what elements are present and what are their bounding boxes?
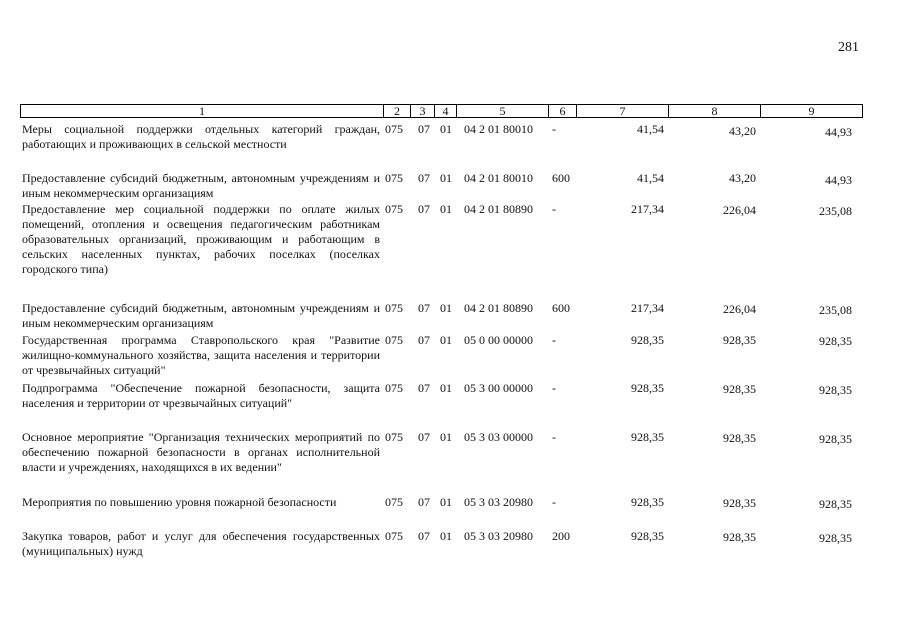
row-col-2: 075 xyxy=(385,122,403,136)
row-col-9: 235,08 xyxy=(819,204,852,218)
header-col-6: 6 xyxy=(548,104,576,118)
row-description: Предоставление мер социальной поддержки по оплате жилых помещений, отопления и освещения педагогическим работникам образовательных организаций, проживающим и работающим в сельских населенных пунктах, рабочих поселках (поселках городского типа) xyxy=(22,202,380,276)
row-col-4: 01 xyxy=(440,301,452,315)
row-col-2: 075 xyxy=(385,495,403,509)
row-col-5: 04 2 01 80890 xyxy=(464,202,533,216)
row-col-2: 075 xyxy=(385,333,403,347)
row-col-2: 075 xyxy=(385,529,403,543)
row-col-9: 928,35 xyxy=(819,531,852,545)
row-col-8: 226,04 xyxy=(723,203,756,217)
row-col-4: 01 xyxy=(440,202,452,216)
row-col-8: 928,35 xyxy=(723,333,756,347)
row-col-3: 07 xyxy=(418,430,430,444)
row-col-2: 075 xyxy=(385,381,403,395)
row-col-4: 01 xyxy=(440,430,452,444)
row-col-8: 928,35 xyxy=(723,382,756,396)
header-col-5: 5 xyxy=(456,104,548,118)
row-col-5: 04 2 01 80010 xyxy=(464,171,533,185)
row-col-7: 928,35 xyxy=(631,381,664,395)
row-col-8: 43,20 xyxy=(729,171,756,185)
row-description: Государственная программа Ставропольского края "Развитие жилищно-коммунального хозяйства, защита населения и территории от чрезвычайных ситуаций" xyxy=(22,333,380,377)
row-col-6: - xyxy=(552,122,556,136)
row-col-4: 01 xyxy=(440,381,452,395)
row-col-3: 07 xyxy=(418,171,430,185)
row-description: Меры социальной поддержки отдельных категорий граждан, работающих и проживающих в сельской местности xyxy=(22,122,380,151)
row-col-2: 075 xyxy=(385,171,403,185)
row-col-5: 05 3 03 20980 xyxy=(464,495,533,509)
row-col-7: 41,54 xyxy=(637,122,664,136)
row-col-7: 928,35 xyxy=(631,430,664,444)
header-col-1: 1 xyxy=(20,104,383,118)
row-col-8: 928,35 xyxy=(723,496,756,510)
row-col-9: 928,35 xyxy=(819,497,852,511)
row-col-7: 41,54 xyxy=(637,171,664,185)
row-col-8: 928,35 xyxy=(723,431,756,445)
row-col-6: - xyxy=(552,495,556,509)
row-col-8: 928,35 xyxy=(723,530,756,544)
header-col-7: 7 xyxy=(576,104,668,118)
row-col-9: 44,93 xyxy=(825,173,852,187)
row-col-7: 217,34 xyxy=(631,301,664,315)
row-col-2: 075 xyxy=(385,430,403,444)
row-col-2: 075 xyxy=(385,202,403,216)
row-col-4: 01 xyxy=(440,495,452,509)
row-col-3: 07 xyxy=(418,333,430,347)
header-col-3: 3 xyxy=(410,104,434,118)
row-col-9: 44,93 xyxy=(825,125,852,139)
row-col-5: 04 2 01 80010 xyxy=(464,122,533,136)
row-col-3: 07 xyxy=(418,202,430,216)
row-col-6: 200 xyxy=(552,529,570,543)
row-col-3: 07 xyxy=(418,529,430,543)
row-col-9: 928,35 xyxy=(819,334,852,348)
row-col-9: 928,35 xyxy=(819,383,852,397)
row-col-3: 07 xyxy=(418,122,430,136)
header-col-9: 9 xyxy=(760,104,863,118)
row-col-6: 600 xyxy=(552,171,570,185)
row-col-5: 05 3 03 20980 xyxy=(464,529,533,543)
row-description: Подпрограмма "Обеспечение пожарной безопасности, защита населения и территории от чрезвычайных ситуаций" xyxy=(22,381,380,410)
row-col-6: - xyxy=(552,430,556,444)
row-col-7: 928,35 xyxy=(631,529,664,543)
header-col-2: 2 xyxy=(383,104,410,118)
row-col-8: 43,20 xyxy=(729,124,756,138)
row-col-6: 600 xyxy=(552,301,570,315)
row-col-3: 07 xyxy=(418,381,430,395)
row-col-7: 928,35 xyxy=(631,333,664,347)
row-description: Закупка товаров, работ и услуг для обеспечения государственных (муниципальных) нужд xyxy=(22,529,380,558)
row-col-6: - xyxy=(552,202,556,216)
row-col-4: 01 xyxy=(440,122,452,136)
row-col-3: 07 xyxy=(418,495,430,509)
page-number: 281 xyxy=(838,40,859,55)
row-description: Предоставление субсидий бюджетным, автономным учреждениям и иным некоммерческим организациям xyxy=(22,301,380,330)
row-col-9: 235,08 xyxy=(819,303,852,317)
row-col-6: - xyxy=(552,333,556,347)
row-description: Основное мероприятие "Организация технических мероприятий по обеспечению пожарной безопасности в органах исполнительной власти и учреждениях, находящихся в их ведении" xyxy=(22,430,380,474)
row-col-5: 05 3 03 00000 xyxy=(464,430,533,444)
row-col-6: - xyxy=(552,381,556,395)
header-col-8: 8 xyxy=(668,104,760,118)
row-col-7: 928,35 xyxy=(631,495,664,509)
row-col-4: 01 xyxy=(440,333,452,347)
row-col-7: 217,34 xyxy=(631,202,664,216)
row-description: Предоставление субсидий бюджетным, автономным учреждениям и иным некоммерческим организациям xyxy=(22,171,380,200)
row-col-4: 01 xyxy=(440,529,452,543)
header-col-4: 4 xyxy=(434,104,456,118)
row-description: Мероприятия по повышению уровня пожарной безопасности xyxy=(22,495,337,509)
row-col-5: 05 3 00 00000 xyxy=(464,381,533,395)
row-col-4: 01 xyxy=(440,171,452,185)
row-col-2: 075 xyxy=(385,301,403,315)
row-col-8: 226,04 xyxy=(723,302,756,316)
row-col-5: 05 0 00 00000 xyxy=(464,333,533,347)
row-col-3: 07 xyxy=(418,301,430,315)
row-col-9: 928,35 xyxy=(819,432,852,446)
row-col-5: 04 2 01 80890 xyxy=(464,301,533,315)
